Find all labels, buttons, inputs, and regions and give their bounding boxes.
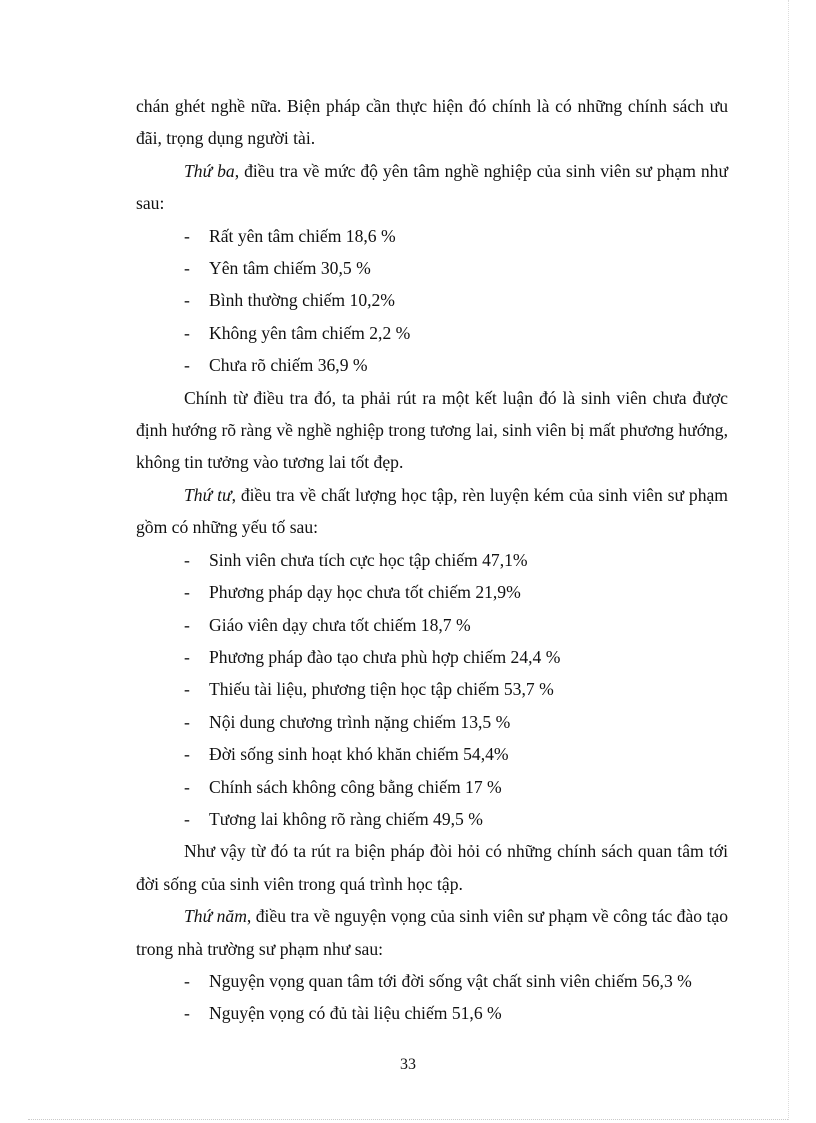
paragraph-body-thu-nam: , điều tra về nguyện vọng của sinh viên sư phạm về công tác đào tạo trong nhà trường sư phạm như sau:	[136, 906, 728, 959]
list-bullet: -	[184, 355, 190, 376]
page-border-bottom	[28, 1119, 788, 1120]
list-item-text: Chính sách không công bằng chiếm 17 %	[209, 776, 502, 797]
page-border-right	[788, 0, 789, 1120]
list-item-text: Bình thường chiếm 10,2%	[209, 290, 395, 311]
list-bullet: -	[184, 711, 190, 732]
paragraph-conclusion-2: Như vậy từ đó ta rút ra biện pháp đòi hỏi có những chính sách quan tâm tới đời sống của sinh viên trong quá trình học tập.	[136, 841, 728, 894]
list-bullet: -	[184, 970, 190, 991]
list-bullet: -	[184, 646, 190, 667]
list-item	[136, 641, 728, 673]
list-item-text: Nội dung chương trình nặng chiếm 13,5 %	[209, 711, 511, 732]
list-bullet: -	[184, 322, 190, 343]
list-item-text: Yên tâm chiếm 30,5 %	[209, 258, 371, 279]
paragraph-body-thu-tu: , điều tra về chất lượng học tập, rèn luyện kém của sinh viên sư phạm gồm có những yếu tố sau:	[136, 484, 728, 538]
list-bullet: -	[184, 258, 190, 279]
list-bullet: -	[184, 290, 190, 311]
list-bullet: -	[184, 776, 190, 797]
page-body	[136, 90, 728, 1030]
list-bullet: -	[184, 225, 190, 246]
list-confidence	[136, 220, 728, 382]
list-item-text: Thiếu tài liệu, phương tiện học tập chiếm 53,7 %	[209, 679, 554, 700]
list-item	[136, 965, 728, 997]
list-item-text: Sinh viên chưa tích cực học tập chiếm 47,1%	[209, 549, 528, 570]
list-item	[136, 576, 728, 608]
paragraph-thu-ba	[136, 155, 728, 220]
list-item-text: Chưa rõ chiếm 36,9 %	[209, 355, 368, 376]
list-item	[136, 284, 728, 316]
paragraph-lead-thu-tu: Thứ tư	[184, 484, 232, 505]
list-item-text: Phương pháp đào tạo chưa phù hợp chiếm 24,4 %	[209, 646, 561, 667]
list-item	[136, 349, 728, 381]
list-bullet: -	[184, 1003, 190, 1024]
paragraph-lead-thu-ba: Thứ ba	[184, 160, 235, 181]
list-item	[136, 803, 728, 835]
list-bullet: -	[184, 808, 190, 829]
list-study-quality	[136, 544, 728, 836]
paragraph-thu-tu	[136, 479, 728, 544]
list-item-text: Tương lai không rõ ràng chiếm 49,5 %	[209, 808, 483, 829]
list-item	[136, 220, 728, 252]
list-item	[136, 673, 728, 705]
list-item-text: Nguyện vọng có đủ tài liệu chiếm 51,6 %	[209, 1003, 502, 1024]
paragraph-lead-thu-nam: Thứ năm	[184, 906, 247, 927]
list-item	[136, 609, 728, 641]
list-bullet: -	[184, 744, 190, 765]
paragraph-conclusion-1: Chính từ điều tra đó, ta phải rút ra một kết luận đó là sinh viên chưa được định hướng rõ ràng về nghề nghiệp trong tương lai, sinh viên bị mất phương hướng, không tin tưởng vào tương lai tốt đẹp.	[136, 387, 728, 473]
list-item	[136, 706, 728, 738]
list-bullet: -	[184, 549, 190, 570]
paragraph-continuation: chán ghét nghề nữa. Biện pháp cần thực hiện đó chính là có những chính sách ưu đãi, trọng dụng người tài.	[136, 96, 728, 149]
paragraph-body-thu-ba: , điều tra về mức độ yên tâm nghề nghiệp của sinh viên sư phạm như sau:	[136, 160, 728, 214]
list-item	[136, 317, 728, 349]
list-item	[136, 738, 728, 770]
list-aspirations	[136, 965, 728, 1030]
list-item-text: Không yên tâm chiếm 2,2 %	[209, 322, 411, 343]
list-item-text: Đời sống sinh hoạt khó khăn chiếm 54,4%	[209, 744, 509, 765]
list-item	[136, 252, 728, 284]
list-item-text: Nguyện vọng quan tâm tới đời sống vật chất sinh viên chiếm 56,3 %	[209, 970, 692, 991]
list-bullet: -	[184, 582, 190, 603]
page-number: 33	[400, 1056, 416, 1073]
list-item-text: Rất yên tâm chiếm 18,6 %	[209, 225, 396, 246]
list-item	[136, 771, 728, 803]
paragraph-thu-nam	[136, 900, 728, 965]
list-bullet: -	[184, 679, 190, 700]
list-item-text: Giáo viên dạy chưa tốt chiếm 18,7 %	[209, 614, 471, 635]
list-bullet: -	[184, 614, 190, 635]
list-item-text: Phương pháp dạy học chưa tốt chiếm 21,9%	[209, 582, 521, 603]
list-item	[136, 544, 728, 576]
list-item	[136, 997, 728, 1029]
